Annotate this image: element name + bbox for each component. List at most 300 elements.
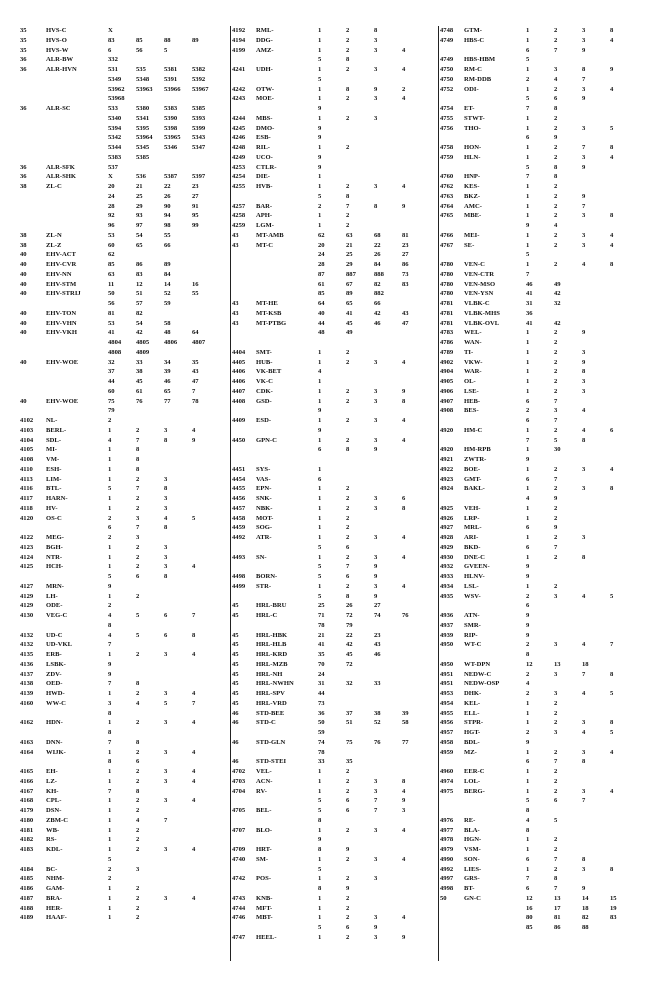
cell-name: ZL-N [46, 231, 62, 239]
cell-val-2: 3 [554, 592, 558, 600]
table-row [232, 767, 436, 776]
cell-code: 4451 [232, 465, 246, 473]
cell-val-1: 1 [108, 504, 112, 512]
cell-val-1: 41 [108, 329, 115, 337]
cell-val-1: 83 [108, 36, 115, 44]
cell-val-1: 1 [526, 114, 530, 122]
cell-code: 4457 [232, 504, 246, 512]
cell-name: STR- [256, 582, 272, 590]
cell-val-2: 32 [346, 680, 353, 688]
cell-val-2: 42 [554, 319, 561, 327]
cell-val-3: 3 [582, 27, 586, 34]
cell-val-2: 85 [136, 36, 143, 44]
cell-val-1: 5344 [108, 144, 122, 151]
cell-name: SMR- [464, 621, 481, 629]
cell-val-3: 8 [374, 27, 378, 34]
cell-val-1: 48 [318, 329, 325, 337]
cell-val-2: 21 [346, 241, 353, 249]
cell-val-2: 29 [136, 202, 143, 210]
cell-val-2: 2 [136, 553, 140, 561]
cell-val-2: 83 [136, 270, 143, 278]
cell-val-1: 1 [318, 553, 322, 561]
cell-code: 50 [440, 894, 447, 902]
table-row [440, 221, 646, 230]
cell-val-1: 9 [526, 738, 530, 746]
table-row [440, 494, 646, 503]
cell-val-1: 1 [318, 173, 322, 181]
table-row [440, 855, 646, 864]
cell-code: 4902 [440, 358, 454, 366]
cell-val-3: 3 [582, 485, 586, 493]
table-row [232, 718, 436, 727]
cell-code: 4139 [20, 690, 34, 697]
cell-val-2: 2 [554, 192, 558, 200]
cell-val-2: 2 [554, 865, 558, 873]
cell-code: 4936 [440, 612, 454, 619]
cell-name: RV- [256, 787, 267, 795]
cell-val-2: 2 [136, 768, 140, 775]
cell-val-2: 2 [136, 719, 140, 727]
table-row [232, 748, 436, 757]
cell-code: 4783 [440, 329, 454, 337]
cell-val-2: 2 [554, 719, 558, 727]
cell-val-3: 3 [582, 231, 586, 239]
cell-name: ZDV- [46, 670, 62, 678]
cell-val-1: 1 [108, 475, 112, 483]
cell-val-3: 3 [374, 777, 378, 785]
cell-val-4: 8 [402, 397, 406, 405]
cell-val-1: X [108, 173, 113, 181]
cell-val-2: 7 [554, 543, 558, 551]
cell-val-2: 7 [554, 46, 558, 54]
table-row [20, 143, 226, 152]
cell-val-3: 9 [582, 163, 586, 171]
cell-val-3: 68 [374, 231, 381, 239]
cell-val-2: 2 [554, 787, 558, 795]
cell-code: 4904 [440, 368, 454, 376]
cell-val-1: 6 [526, 134, 530, 142]
cell-name: BRA- [46, 894, 63, 902]
cell-code: 4110 [20, 465, 33, 473]
cell-val-2: 2 [554, 534, 558, 541]
cell-code: 4185 [20, 875, 34, 883]
cell-val-3: 3 [374, 95, 378, 103]
cell-val-2: 2 [554, 836, 558, 844]
cell-code: 4125 [20, 563, 34, 571]
cell-name: EHV-VHN [46, 319, 77, 327]
cell-val-1: 332 [108, 56, 118, 64]
cell-val-3: 3 [582, 787, 586, 795]
cell-val-2: 2 [554, 339, 558, 346]
cell-name: HRL-KRD [256, 651, 288, 658]
cell-code: 36 [20, 173, 27, 181]
cell-name: KDL- [46, 846, 63, 853]
cell-val-1: 1 [318, 36, 322, 44]
cell-code: 4255 [232, 183, 246, 190]
table-row [232, 562, 436, 571]
cell-val-3: 8 [164, 573, 168, 580]
cell-val-1: 1 [526, 768, 530, 775]
table-row [20, 192, 226, 201]
cell-val-4: 4 [402, 46, 406, 54]
table-row [232, 913, 436, 922]
cell-val-3: 3 [582, 212, 586, 220]
cell-val-2: 4 [136, 816, 140, 824]
cell-val-1: 63 [108, 270, 115, 278]
cell-val-1: 28 [108, 202, 115, 210]
cell-val-3: 3 [374, 397, 378, 405]
cell-val-4: 8 [610, 144, 614, 151]
cell-val-2: 2 [136, 836, 140, 844]
cell-name: HBS-C [464, 36, 485, 44]
cell-val-2: 5341 [136, 114, 150, 122]
cell-name: UCO- [256, 153, 273, 161]
cell-val-4: 47 [402, 319, 409, 327]
cell-code: 4499 [232, 582, 246, 590]
table-row [20, 260, 226, 269]
cell-val-3: 3 [164, 846, 168, 853]
cell-val-1: 1 [526, 66, 530, 73]
cell-name: BERL- [46, 426, 67, 434]
cell-val-1: 5 [526, 163, 530, 171]
cell-val-3: 3 [374, 855, 378, 863]
table-row [440, 348, 646, 357]
cell-code: 4132 [20, 641, 34, 649]
cell-val-4: 4 [402, 914, 406, 922]
table-row [440, 85, 646, 94]
cell-code: 45 [232, 612, 239, 619]
cell-val-1: 9 [108, 582, 112, 590]
table-row [20, 426, 226, 435]
cell-val-1: 25 [318, 602, 325, 610]
table-row [20, 582, 226, 591]
cell-val-2: 2 [346, 183, 350, 190]
cell-val-2: 65 [136, 241, 143, 249]
cell-name: DDG- [256, 36, 273, 44]
table-row [20, 455, 226, 464]
cell-val-3: 52 [374, 719, 381, 727]
cell-name: MEG- [46, 534, 64, 541]
table-row [232, 514, 436, 523]
cell-val-2: 53963 [136, 85, 153, 93]
cell-code: 4758 [440, 144, 454, 151]
cell-code: 4764 [440, 202, 454, 210]
cell-val-2: 8 [136, 738, 140, 746]
table-row [440, 553, 646, 562]
cell-code: 4498 [232, 573, 246, 580]
cell-val-2: 8 [136, 680, 140, 688]
cell-name: ZBM-C [46, 816, 68, 824]
cell-val-4: 4 [610, 231, 614, 239]
cell-val-1: 1 [526, 787, 530, 795]
cell-name: LZ- [46, 777, 57, 785]
cell-name: BKZ- [464, 192, 481, 200]
cell-val-3: 9 [374, 573, 378, 580]
table-row [20, 104, 226, 113]
cell-val-3: 7 [164, 816, 168, 824]
cell-val-2: 5395 [136, 124, 150, 132]
table-row [232, 280, 436, 289]
cell-val-3: 48 [164, 329, 171, 337]
table-row [440, 260, 646, 269]
cell-val-2: 2 [346, 904, 350, 912]
cell-code: 35 [20, 36, 27, 44]
table-row [20, 36, 226, 45]
cell-code: 4189 [20, 914, 34, 922]
table-row [232, 299, 436, 308]
cell-code: 4245 [232, 124, 246, 132]
cell-val-2: 2 [136, 826, 140, 834]
cell-val-4: 78 [192, 397, 199, 405]
cell-val-2: 8 [346, 446, 350, 454]
cell-code: 4933 [440, 573, 454, 580]
cell-code: 4748 [440, 27, 454, 34]
cell-val-1: 1 [318, 855, 322, 863]
cell-val-2: 38 [136, 368, 143, 376]
cell-val-1: 80 [526, 914, 533, 922]
table-row [20, 894, 226, 903]
cell-code: 4956 [440, 719, 454, 727]
table-row [440, 455, 646, 464]
cell-name: ZWTR- [464, 456, 487, 463]
cell-val-1: 1 [318, 504, 322, 512]
cell-code: 4183 [20, 846, 34, 853]
table-row [232, 894, 436, 903]
table-row [20, 387, 226, 396]
cell-val-3: 26 [164, 192, 171, 200]
cell-name: ARI- [464, 534, 479, 541]
cell-val-4: 4 [192, 748, 196, 756]
cell-name: POS- [256, 875, 272, 883]
cell-val-1: 12 [526, 660, 533, 668]
cell-val-3: 3 [582, 748, 586, 756]
cell-val-4: 81 [402, 231, 409, 239]
cell-code: 4709 [232, 846, 246, 853]
cell-val-4: 4 [402, 787, 406, 795]
cell-val-1: 4808 [108, 348, 122, 356]
cell-val-1: 4 [526, 680, 530, 688]
cell-val-2: 86 [136, 261, 143, 268]
cell-val-1: 61 [318, 280, 325, 288]
cell-val-2: 2 [346, 222, 350, 229]
cell-val-4: 43 [402, 309, 409, 317]
table-row [440, 601, 646, 610]
cell-name: BLO- [256, 826, 273, 834]
cell-val-2: 4 [554, 222, 558, 229]
table-row [440, 845, 646, 854]
table-row [20, 562, 226, 571]
table-row [440, 475, 646, 484]
cell-code: 4957 [440, 729, 454, 736]
cell-code: 4935 [440, 592, 454, 600]
cell-name: VEN-CTR [464, 270, 495, 278]
table-row [440, 767, 646, 776]
cell-val-2: 2 [346, 27, 350, 34]
cell-val-2: 2 [554, 846, 558, 853]
table-row [20, 172, 226, 181]
table-row [232, 865, 436, 874]
cell-code: 38 [20, 231, 27, 239]
table-row [20, 114, 226, 123]
cell-val-1: 1 [108, 651, 112, 658]
cell-val-2: 2 [346, 417, 350, 424]
cell-val-2: 2 [346, 504, 350, 512]
cell-val-3: 26 [374, 251, 381, 259]
table-row [232, 202, 436, 211]
table-row [440, 445, 646, 454]
cell-val-2: 2 [136, 563, 140, 571]
cell-val-1: 1 [108, 797, 112, 805]
cell-val-2: 76 [136, 397, 143, 405]
cell-val-3: 6 [164, 631, 168, 639]
table-row [20, 699, 226, 708]
cell-name: GSD- [256, 397, 272, 405]
table-row [440, 289, 646, 298]
cell-code: 4704 [232, 787, 246, 795]
table-row [440, 319, 646, 328]
cell-val-2: 2 [554, 144, 558, 151]
cell-val-4: 7 [192, 612, 196, 619]
cell-val-3: 82 [582, 914, 589, 922]
cell-val-1: 1 [318, 85, 322, 93]
cell-val-2: 51 [346, 719, 353, 727]
cell-name: AMZ- [256, 46, 274, 54]
table-row [440, 426, 646, 435]
cell-val-4: 4 [402, 95, 406, 103]
cell-val-2: 86 [554, 924, 561, 931]
cell-val-4: 53967 [192, 85, 209, 93]
cell-val-3: 7 [582, 670, 586, 678]
cell-val-3: 3 [374, 875, 378, 883]
cell-val-2: 61 [136, 387, 143, 395]
cell-val-2: 2 [346, 826, 350, 834]
table-row [20, 660, 226, 669]
cell-val-2: 3 [136, 865, 140, 873]
cell-val-1: 44 [318, 319, 325, 327]
cell-val-3: 14 [164, 280, 171, 288]
table-row [20, 202, 226, 211]
table-row [232, 709, 436, 718]
cell-val-3: 94 [164, 212, 171, 220]
cell-code: 4180 [20, 816, 34, 824]
cell-val-1: 1 [318, 222, 322, 229]
cell-val-3: 9 [374, 592, 378, 600]
cell-code: 4755 [440, 114, 454, 122]
cell-val-3: 74 [374, 612, 381, 619]
cell-val-3: 66 [164, 241, 171, 249]
cell-val-1: 1 [318, 212, 322, 220]
cell-val-2: 3 [554, 729, 558, 736]
cell-val-3: 3 [164, 651, 168, 658]
table-row [232, 133, 436, 142]
cell-val-1: 1 [108, 690, 112, 697]
cell-val-2: 887 [346, 270, 356, 278]
cell-name: VK-BET [256, 368, 282, 376]
cell-code: 4458 [232, 514, 246, 522]
cell-name: WT-DPN [464, 660, 491, 668]
cell-code: 4705 [232, 807, 246, 814]
cell-val-2: 25 [346, 251, 353, 259]
table-row [440, 133, 646, 142]
cell-name: MT-KSB [256, 309, 282, 317]
cell-name: HEEL- [256, 933, 277, 941]
cell-val-3: 5 [164, 46, 168, 54]
cell-val-3: 46 [374, 651, 381, 658]
cell-val-2: 2 [554, 465, 558, 473]
table-row [440, 865, 646, 874]
cell-val-1: 5 [318, 543, 322, 551]
cell-val-4: 4 [402, 826, 406, 834]
cell-val-3: 3 [374, 553, 378, 561]
table-row [440, 416, 646, 425]
cell-val-2: 3 [554, 670, 558, 678]
cell-name: EHV-CVR [46, 261, 77, 268]
cell-val-3: 4 [582, 729, 586, 736]
cell-code: 43 [232, 319, 239, 327]
cell-name: LSE- [464, 387, 479, 395]
table-row [440, 894, 646, 903]
cell-val-1: 1 [526, 846, 530, 853]
table-row [440, 826, 646, 835]
cell-code: 4990 [440, 855, 454, 863]
cell-val-1: 1 [108, 592, 112, 600]
cell-name: ODE- [46, 602, 63, 610]
cell-val-3: 3 [374, 787, 378, 795]
cell-val-1: 1 [526, 709, 530, 717]
cell-val-1: 1 [108, 465, 112, 473]
table-row [20, 163, 226, 172]
cell-val-1: 1 [526, 339, 530, 346]
table-row [440, 504, 646, 513]
cell-val-1: 5 [526, 797, 530, 805]
cell-val-1: 5 [526, 251, 530, 259]
cell-val-2: 54 [136, 231, 143, 239]
cell-val-1: 8 [526, 651, 530, 658]
cell-code: 4406 [232, 368, 246, 376]
cell-name: HM-RPB [464, 446, 491, 454]
cell-val-2: 7 [554, 475, 558, 483]
cell-val-3: 882 [374, 290, 384, 298]
table-row [232, 250, 436, 259]
cell-val-2: 2 [136, 495, 140, 502]
cell-val-1: 6 [526, 417, 530, 424]
cell-val-3: 3 [374, 504, 378, 512]
cell-code: 4102 [20, 417, 34, 424]
cell-code: 4493 [232, 553, 246, 561]
cell-name: BT- [464, 885, 475, 892]
cell-val-3: 5383 [164, 105, 178, 112]
cell-val-2: 22 [346, 631, 353, 639]
cell-val-4: 5347 [192, 144, 206, 151]
cell-code: 4450 [232, 436, 246, 444]
cell-code: 4934 [440, 582, 454, 590]
cell-val-4: 4 [402, 358, 406, 366]
cell-val-3: 4 [582, 407, 586, 415]
cell-val-1: 1 [526, 261, 530, 268]
cell-val-2: 2 [136, 592, 140, 600]
table-row [20, 65, 226, 74]
cell-val-2: 21 [136, 183, 143, 190]
cell-name: SON- [464, 855, 480, 863]
table-row [20, 231, 226, 240]
cell-val-1: 75 [108, 397, 115, 405]
cell-val-2: 67 [346, 280, 353, 288]
cell-val-1: 1 [526, 241, 530, 249]
cell-name: LRP- [464, 514, 480, 522]
cell-val-3: 9 [582, 358, 586, 366]
cell-val-1: 1 [108, 563, 112, 571]
cell-val-1: 9 [526, 456, 530, 463]
